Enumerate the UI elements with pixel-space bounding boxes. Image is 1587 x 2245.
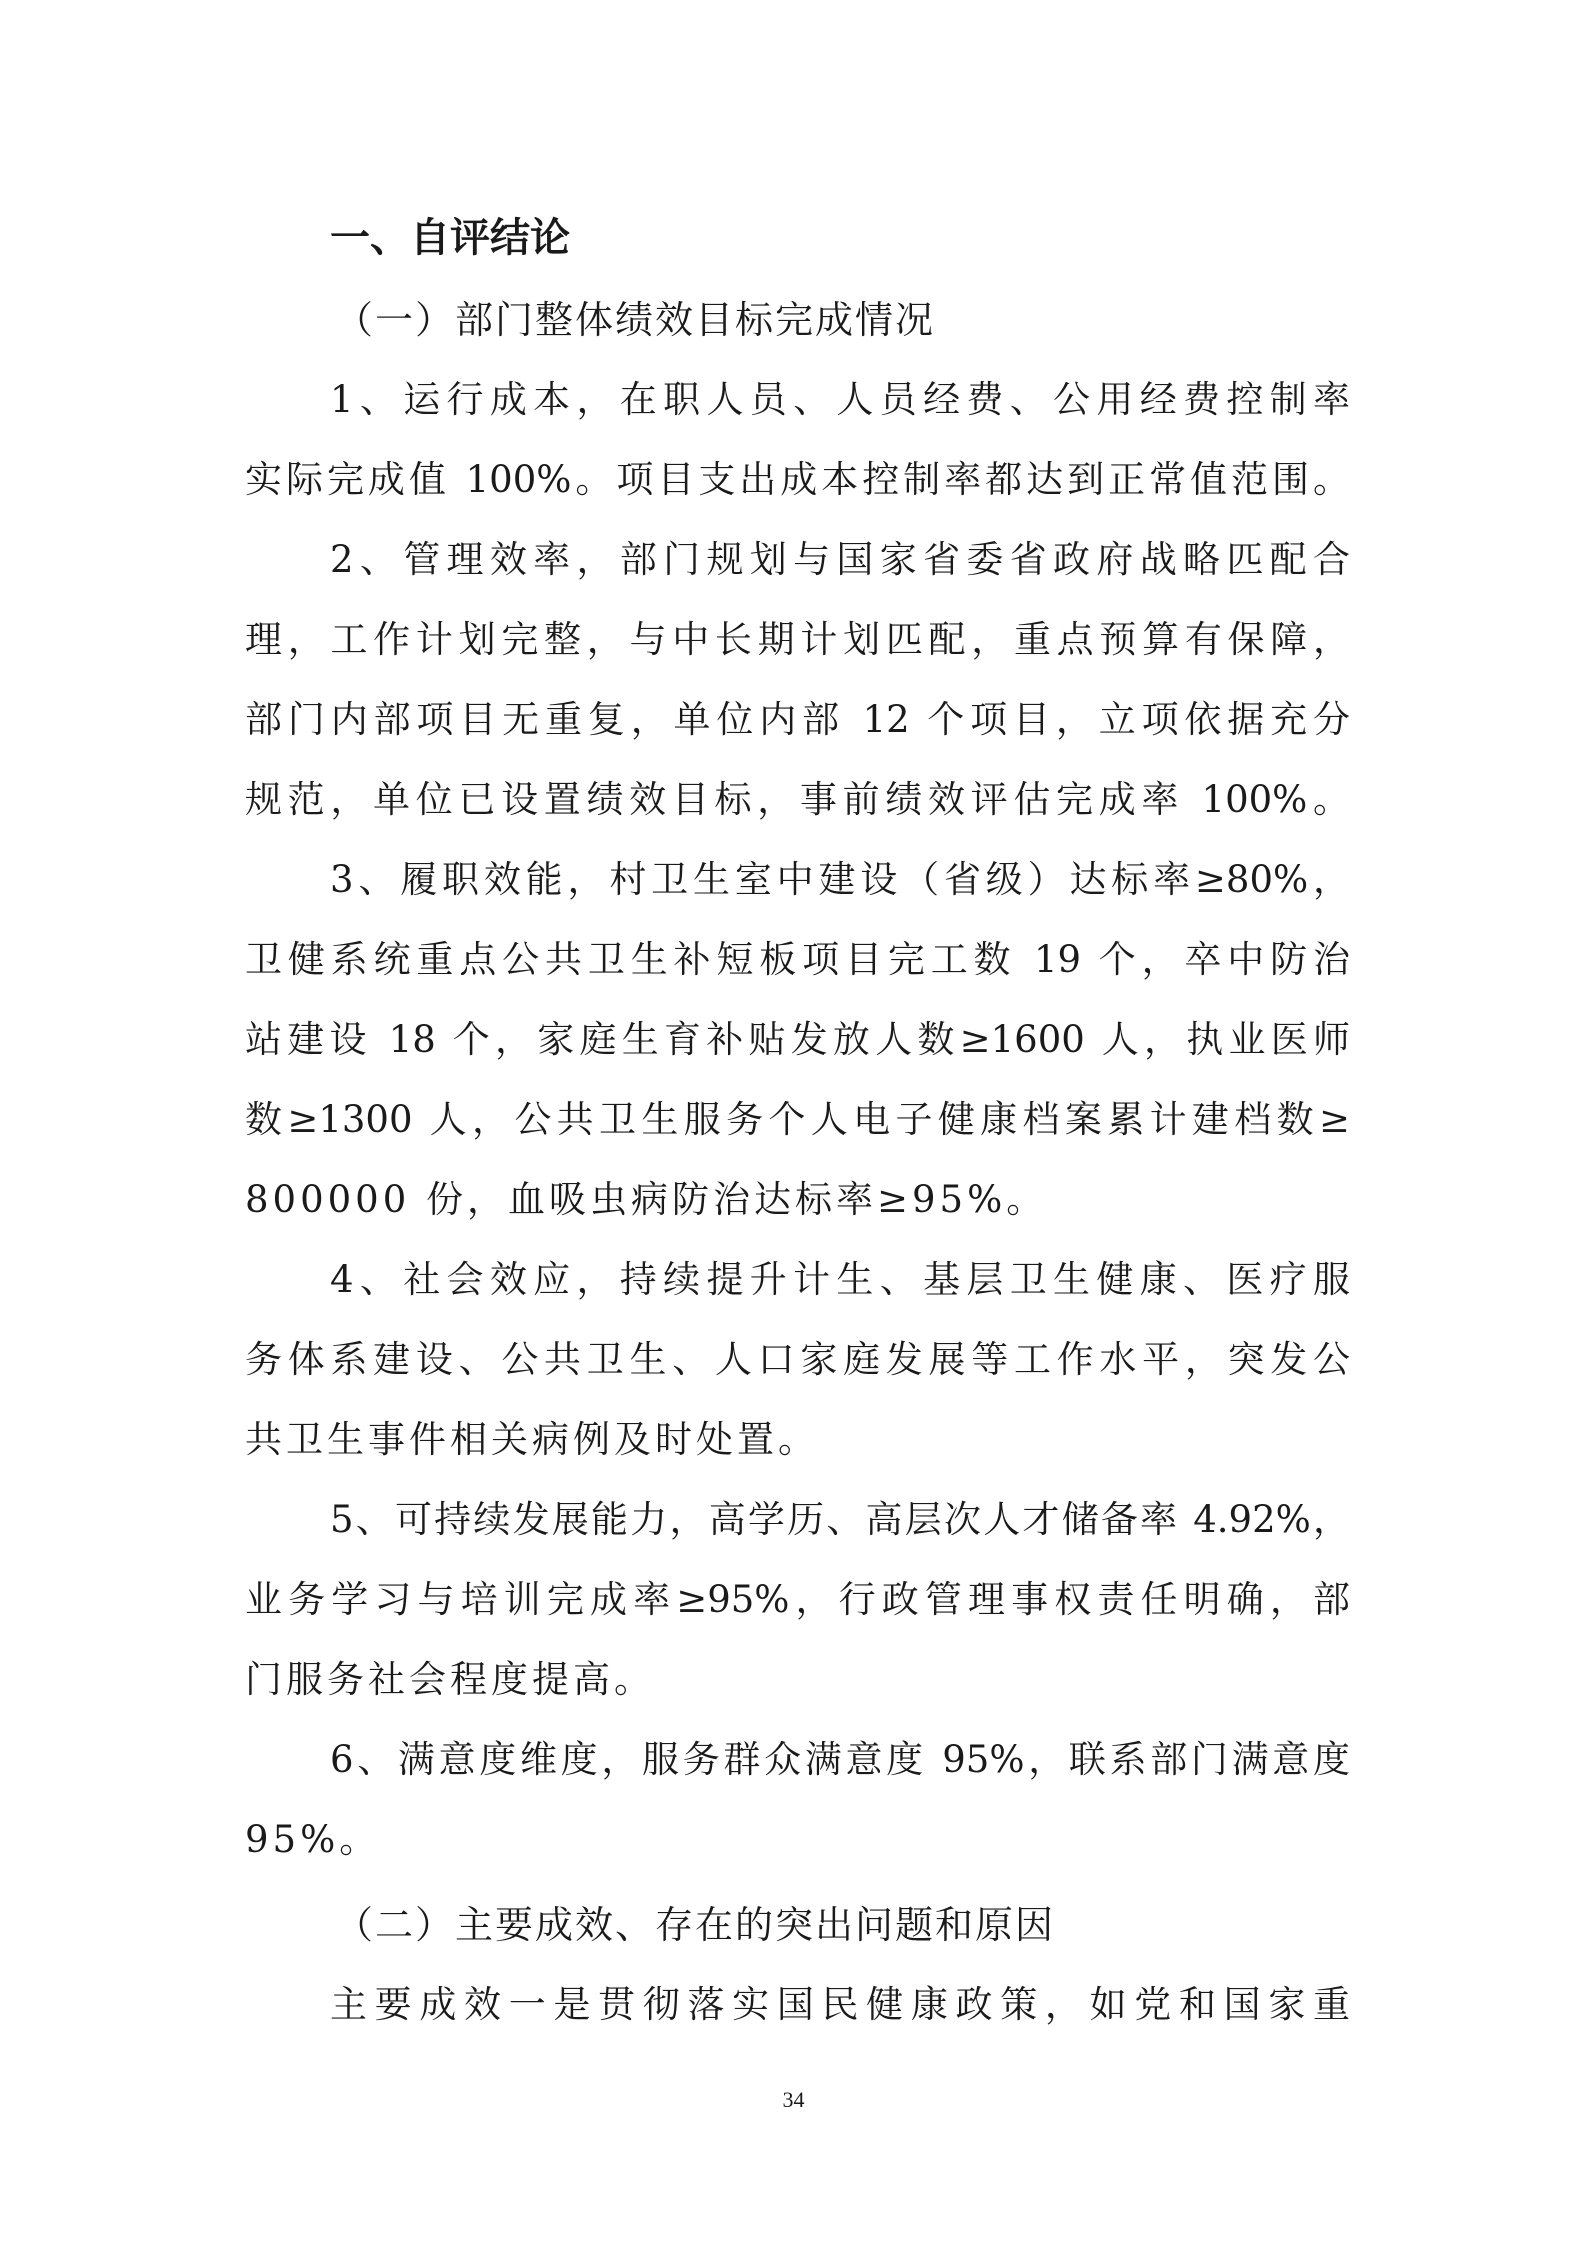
paragraph-line: 800000 份，血吸虫病防治达标率≥95%。 — [245, 1178, 1048, 1221]
section-heading: 一、自评结论 — [330, 215, 570, 261]
paragraph-line: 2、管理效率，部门规划与国家省委省政府战略匹配合 — [330, 538, 1350, 581]
paragraph-line: 5、可持续发展能力，高学历、高层次人才储备率 4.92%， — [330, 1498, 1350, 1541]
paragraph-line: 部门内部项目无重复，单位内部 12 个项目，立项依据充分 — [245, 698, 1350, 741]
paragraph-line: 主要成效一是贯彻落实国民健康政策，如党和国家重 — [330, 1983, 1350, 2026]
subsection-heading-2: （二）主要成效、存在的突出问题和原因 — [335, 1903, 1056, 1947]
paragraph-line: 6、满意度维度，服务群众满意度 95%，联系部门满意度 — [330, 1738, 1350, 1781]
paragraph-line: 业务学习与培训完成率≥95%，行政管理事权责任明确，部 — [245, 1578, 1350, 1621]
paragraph-line: 规范，单位已设置绩效目标，事前绩效评估完成率 100%。 — [245, 778, 1350, 821]
paragraph-line: 卫健系统重点公共卫生补短板项目完工数 19 个，卒中防治 — [245, 938, 1350, 981]
paragraph-line: 务体系建设、公共卫生、人口家庭发展等工作水平，突发公 — [245, 1338, 1350, 1381]
paragraph-line: 共卫生事件相关病例及时处置。 — [245, 1418, 819, 1461]
paragraph-line: 实际完成值 100%。项目支出成本控制率都达到正常值范围。 — [245, 458, 1350, 501]
paragraph-line: 1、运行成本，在职人员、人员经费、公用经费控制率 — [330, 378, 1350, 421]
paragraph-line: 站建设 18 个，家庭生育补贴发放人数≥1600 人，执业医师 — [245, 1018, 1350, 1061]
paragraph-line: 4、社会效应，持续提升计生、基层卫生健康、医疗服 — [330, 1258, 1350, 1301]
paragraph-line: 理，工作计划完整，与中长期计划匹配，重点预算有保障， — [245, 618, 1350, 661]
subsection-heading-1: （一）部门整体绩效目标完成情况 — [335, 298, 936, 342]
paragraph-line: 95%。 — [245, 1818, 381, 1861]
paragraph-line: 数≥1300 人，公共卫生服务个人电子健康档案累计建档数≥ — [245, 1098, 1350, 1141]
paragraph-line: 门服务社会程度提高。 — [245, 1658, 655, 1701]
page-number: 34 — [782, 2087, 805, 2112]
paragraph-line: 3、履职效能，村卫生室中建设（省级）达标率≥80%， — [330, 858, 1350, 901]
